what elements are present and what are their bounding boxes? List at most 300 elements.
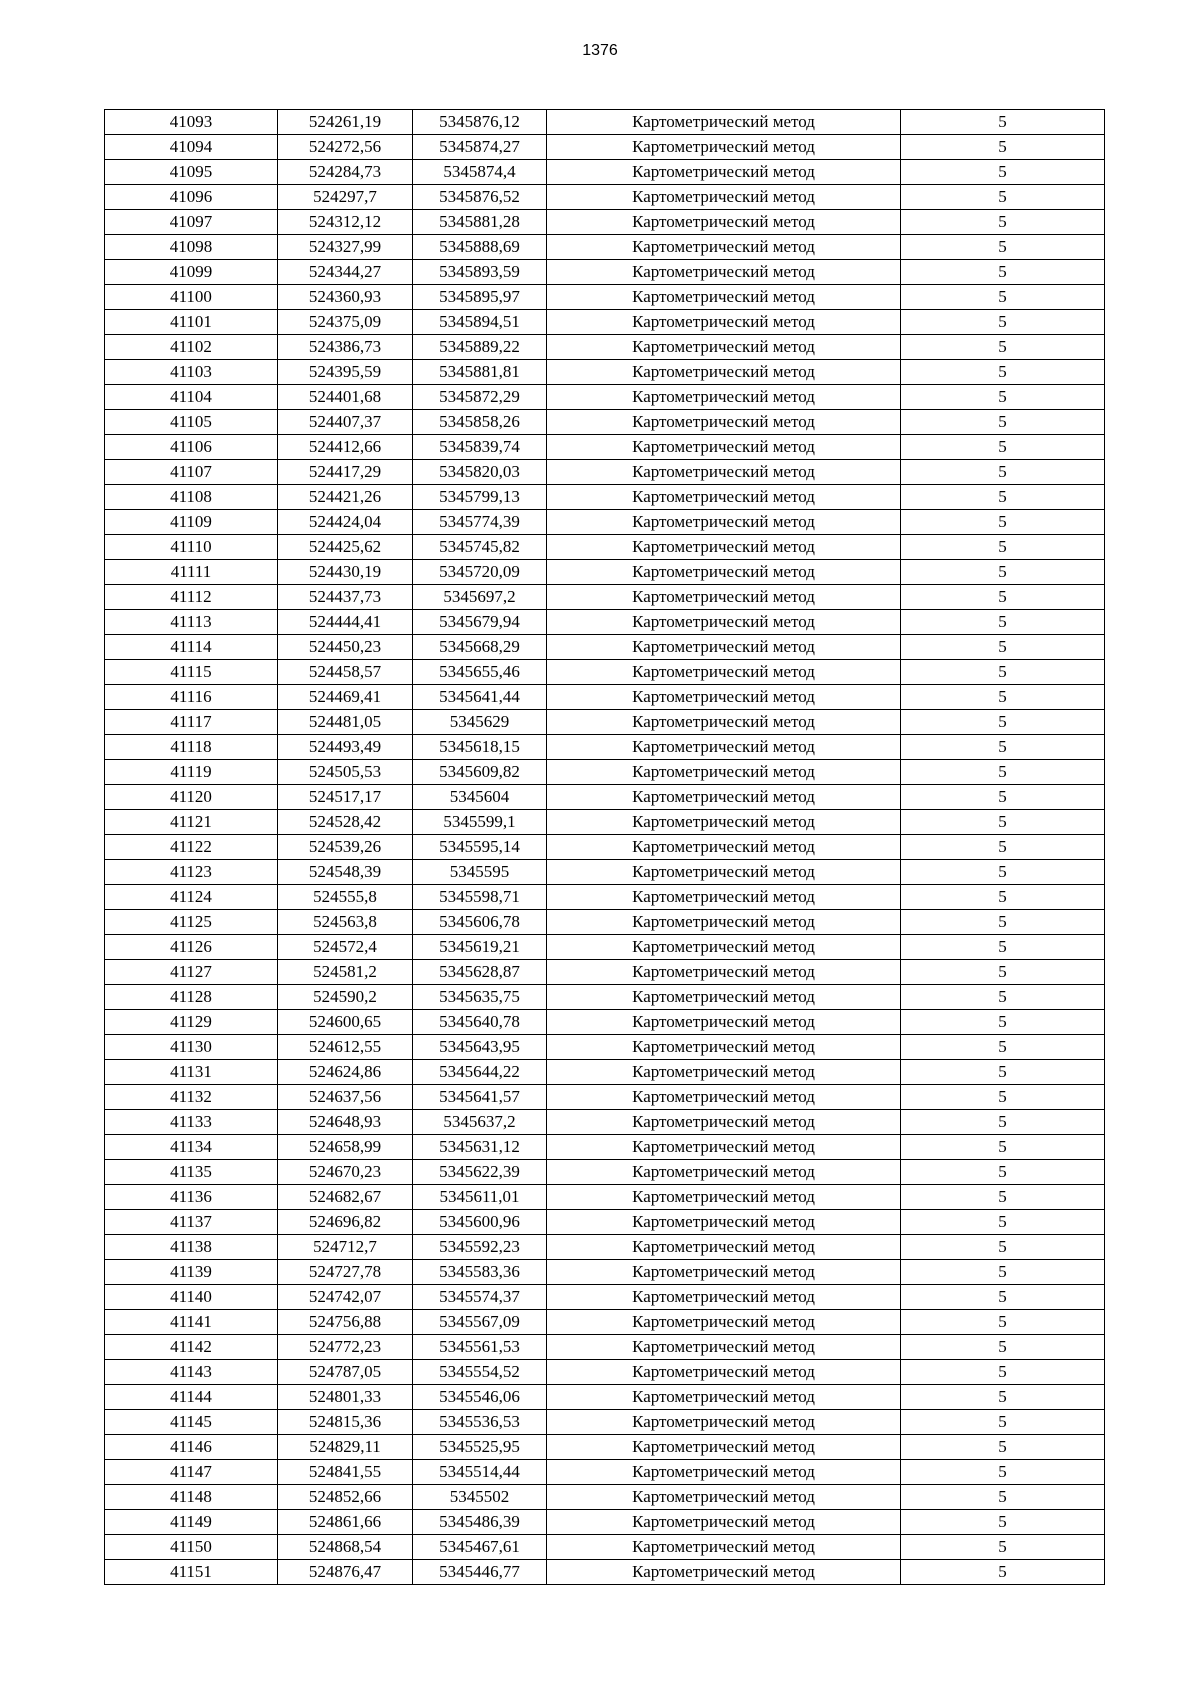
point-number-cell: 41116 bbox=[105, 685, 278, 710]
point-number-cell: 41109 bbox=[105, 510, 278, 535]
accuracy-cell: 5 bbox=[901, 360, 1105, 385]
table-row bbox=[105, 285, 1105, 310]
y-coordinate-cell: 5345894,51 bbox=[413, 310, 547, 335]
method-cell: Картометрический метод bbox=[547, 885, 901, 910]
point-number-cell: 41150 bbox=[105, 1535, 278, 1560]
method-cell: Картометрический метод bbox=[547, 935, 901, 960]
x-coordinate-cell: 524658,99 bbox=[278, 1135, 413, 1160]
coordinates-table bbox=[104, 109, 1105, 1585]
accuracy-cell: 5 bbox=[901, 985, 1105, 1010]
accuracy-cell: 5 bbox=[901, 1185, 1105, 1210]
table-row bbox=[105, 860, 1105, 885]
x-coordinate-cell: 524444,41 bbox=[278, 610, 413, 635]
method-cell: Картометрический метод bbox=[547, 660, 901, 685]
point-number-cell: 41119 bbox=[105, 760, 278, 785]
x-coordinate-cell: 524297,7 bbox=[278, 185, 413, 210]
point-number-cell: 41123 bbox=[105, 860, 278, 885]
x-coordinate-cell: 524600,65 bbox=[278, 1010, 413, 1035]
table-row bbox=[105, 1210, 1105, 1235]
method-cell: Картометрический метод bbox=[547, 1310, 901, 1335]
x-coordinate-cell: 524517,17 bbox=[278, 785, 413, 810]
table-row bbox=[105, 610, 1105, 635]
table-row bbox=[105, 660, 1105, 685]
x-coordinate-cell: 524437,73 bbox=[278, 585, 413, 610]
table-row bbox=[105, 935, 1105, 960]
accuracy-cell: 5 bbox=[901, 610, 1105, 635]
y-coordinate-cell: 5345514,44 bbox=[413, 1460, 547, 1485]
method-cell: Картометрический метод bbox=[547, 1485, 901, 1510]
method-cell: Картометрический метод bbox=[547, 1535, 901, 1560]
x-coordinate-cell: 524407,37 bbox=[278, 410, 413, 435]
method-cell: Картометрический метод bbox=[547, 510, 901, 535]
accuracy-cell: 5 bbox=[901, 1460, 1105, 1485]
x-coordinate-cell: 524481,05 bbox=[278, 710, 413, 735]
y-coordinate-cell: 5345697,2 bbox=[413, 585, 547, 610]
y-coordinate-cell: 5345592,23 bbox=[413, 1235, 547, 1260]
method-cell: Картометрический метод bbox=[547, 185, 901, 210]
table-row bbox=[105, 1260, 1105, 1285]
table-row bbox=[105, 785, 1105, 810]
method-cell: Картометрический метод bbox=[547, 1560, 901, 1585]
point-number-cell: 41099 bbox=[105, 260, 278, 285]
method-cell: Картометрический метод bbox=[547, 835, 901, 860]
x-coordinate-cell: 524401,68 bbox=[278, 385, 413, 410]
x-coordinate-cell: 524528,42 bbox=[278, 810, 413, 835]
accuracy-cell: 5 bbox=[901, 810, 1105, 835]
point-number-cell: 41113 bbox=[105, 610, 278, 635]
point-number-cell: 41124 bbox=[105, 885, 278, 910]
point-number-cell: 41139 bbox=[105, 1260, 278, 1285]
accuracy-cell: 5 bbox=[901, 310, 1105, 335]
accuracy-cell: 5 bbox=[901, 235, 1105, 260]
accuracy-cell: 5 bbox=[901, 1135, 1105, 1160]
x-coordinate-cell: 524539,26 bbox=[278, 835, 413, 860]
method-cell: Картометрический метод bbox=[547, 335, 901, 360]
x-coordinate-cell: 524861,66 bbox=[278, 1510, 413, 1535]
method-cell: Картометрический метод bbox=[547, 1260, 901, 1285]
page-number: 1376 bbox=[582, 42, 618, 59]
x-coordinate-cell: 524548,39 bbox=[278, 860, 413, 885]
method-cell: Картометрический метод bbox=[547, 810, 901, 835]
table-row bbox=[105, 1360, 1105, 1385]
accuracy-cell: 5 bbox=[901, 1335, 1105, 1360]
table-row bbox=[105, 710, 1105, 735]
accuracy-cell: 5 bbox=[901, 1035, 1105, 1060]
x-coordinate-cell: 524876,47 bbox=[278, 1560, 413, 1585]
method-cell: Картометрический метод bbox=[547, 1285, 901, 1310]
table-row bbox=[105, 835, 1105, 860]
method-cell: Картометрический метод bbox=[547, 435, 901, 460]
method-cell: Картометрический метод bbox=[547, 1510, 901, 1535]
accuracy-cell: 5 bbox=[901, 560, 1105, 585]
method-cell: Картометрический метод bbox=[547, 1035, 901, 1060]
method-cell: Картометрический метод bbox=[547, 485, 901, 510]
y-coordinate-cell: 5345631,12 bbox=[413, 1135, 547, 1160]
x-coordinate-cell: 524787,05 bbox=[278, 1360, 413, 1385]
table-row bbox=[105, 885, 1105, 910]
x-coordinate-cell: 524670,23 bbox=[278, 1160, 413, 1185]
y-coordinate-cell: 5345598,71 bbox=[413, 885, 547, 910]
table-row bbox=[105, 1060, 1105, 1085]
y-coordinate-cell: 5345893,59 bbox=[413, 260, 547, 285]
method-cell: Картометрический метод bbox=[547, 135, 901, 160]
point-number-cell: 41105 bbox=[105, 410, 278, 435]
y-coordinate-cell: 5345574,37 bbox=[413, 1285, 547, 1310]
table-row bbox=[105, 435, 1105, 460]
point-number-cell: 41133 bbox=[105, 1110, 278, 1135]
accuracy-cell: 5 bbox=[901, 1435, 1105, 1460]
accuracy-cell: 5 bbox=[901, 710, 1105, 735]
method-cell: Картометрический метод bbox=[547, 360, 901, 385]
accuracy-cell: 5 bbox=[901, 185, 1105, 210]
point-number-cell: 41104 bbox=[105, 385, 278, 410]
accuracy-cell: 5 bbox=[901, 585, 1105, 610]
point-number-cell: 41117 bbox=[105, 710, 278, 735]
table-row bbox=[105, 1410, 1105, 1435]
method-cell: Картометрический метод bbox=[547, 1185, 901, 1210]
table-row bbox=[105, 1235, 1105, 1260]
accuracy-cell: 5 bbox=[901, 1085, 1105, 1110]
x-coordinate-cell: 524505,53 bbox=[278, 760, 413, 785]
point-number-cell: 41141 bbox=[105, 1310, 278, 1335]
y-coordinate-cell: 5345611,01 bbox=[413, 1185, 547, 1210]
x-coordinate-cell: 524742,07 bbox=[278, 1285, 413, 1310]
x-coordinate-cell: 524412,66 bbox=[278, 435, 413, 460]
x-coordinate-cell: 524344,27 bbox=[278, 260, 413, 285]
method-cell: Картометрический метод bbox=[547, 985, 901, 1010]
y-coordinate-cell: 5345599,1 bbox=[413, 810, 547, 835]
method-cell: Картометрический метод bbox=[547, 160, 901, 185]
accuracy-cell: 5 bbox=[901, 1485, 1105, 1510]
point-number-cell: 41095 bbox=[105, 160, 278, 185]
accuracy-cell: 5 bbox=[901, 260, 1105, 285]
table-row bbox=[105, 760, 1105, 785]
accuracy-cell: 5 bbox=[901, 910, 1105, 935]
accuracy-cell: 5 bbox=[901, 635, 1105, 660]
x-coordinate-cell: 524868,54 bbox=[278, 1535, 413, 1560]
method-cell: Картометрический метод bbox=[547, 1010, 901, 1035]
accuracy-cell: 5 bbox=[901, 460, 1105, 485]
table-row bbox=[105, 1485, 1105, 1510]
y-coordinate-cell: 5345858,26 bbox=[413, 410, 547, 435]
point-number-cell: 41107 bbox=[105, 460, 278, 485]
point-number-cell: 41094 bbox=[105, 135, 278, 160]
accuracy-cell: 5 bbox=[901, 435, 1105, 460]
y-coordinate-cell: 5345874,27 bbox=[413, 135, 547, 160]
method-cell: Картометрический метод bbox=[547, 410, 901, 435]
method-cell: Картометрический метод bbox=[547, 710, 901, 735]
x-coordinate-cell: 524637,56 bbox=[278, 1085, 413, 1110]
point-number-cell: 41135 bbox=[105, 1160, 278, 1185]
point-number-cell: 41147 bbox=[105, 1460, 278, 1485]
y-coordinate-cell: 5345567,09 bbox=[413, 1310, 547, 1335]
method-cell: Картометрический метод bbox=[547, 735, 901, 760]
x-coordinate-cell: 524727,78 bbox=[278, 1260, 413, 1285]
accuracy-cell: 5 bbox=[901, 1385, 1105, 1410]
y-coordinate-cell: 5345546,06 bbox=[413, 1385, 547, 1410]
table-body bbox=[105, 110, 1105, 1585]
table-row bbox=[105, 1510, 1105, 1535]
y-coordinate-cell: 5345874,4 bbox=[413, 160, 547, 185]
y-coordinate-cell: 5345641,57 bbox=[413, 1085, 547, 1110]
x-coordinate-cell: 524430,19 bbox=[278, 560, 413, 585]
table-row bbox=[105, 160, 1105, 185]
accuracy-cell: 5 bbox=[901, 1310, 1105, 1335]
method-cell: Картометрический метод bbox=[547, 110, 901, 135]
x-coordinate-cell: 524312,12 bbox=[278, 210, 413, 235]
x-coordinate-cell: 524648,93 bbox=[278, 1110, 413, 1135]
y-coordinate-cell: 5345502 bbox=[413, 1485, 547, 1510]
accuracy-cell: 5 bbox=[901, 735, 1105, 760]
y-coordinate-cell: 5345622,39 bbox=[413, 1160, 547, 1185]
x-coordinate-cell: 524458,57 bbox=[278, 660, 413, 685]
x-coordinate-cell: 524425,62 bbox=[278, 535, 413, 560]
table-row bbox=[105, 1535, 1105, 1560]
method-cell: Картометрический метод bbox=[547, 910, 901, 935]
table-row bbox=[105, 210, 1105, 235]
accuracy-cell: 5 bbox=[901, 835, 1105, 860]
accuracy-cell: 5 bbox=[901, 485, 1105, 510]
accuracy-cell: 5 bbox=[901, 935, 1105, 960]
y-coordinate-cell: 5345895,97 bbox=[413, 285, 547, 310]
accuracy-cell: 5 bbox=[901, 410, 1105, 435]
point-number-cell: 41120 bbox=[105, 785, 278, 810]
y-coordinate-cell: 5345668,29 bbox=[413, 635, 547, 660]
table-row bbox=[105, 1560, 1105, 1585]
x-coordinate-cell: 524581,2 bbox=[278, 960, 413, 985]
y-coordinate-cell: 5345641,44 bbox=[413, 685, 547, 710]
y-coordinate-cell: 5345839,74 bbox=[413, 435, 547, 460]
table-row bbox=[105, 1435, 1105, 1460]
y-coordinate-cell: 5345876,12 bbox=[413, 110, 547, 135]
method-cell: Картометрический метод bbox=[547, 1085, 901, 1110]
table-row bbox=[105, 635, 1105, 660]
y-coordinate-cell: 5345525,95 bbox=[413, 1435, 547, 1460]
y-coordinate-cell: 5345720,09 bbox=[413, 560, 547, 585]
y-coordinate-cell: 5345606,78 bbox=[413, 910, 547, 935]
accuracy-cell: 5 bbox=[901, 385, 1105, 410]
method-cell: Картометрический метод bbox=[547, 1135, 901, 1160]
x-coordinate-cell: 524815,36 bbox=[278, 1410, 413, 1435]
point-number-cell: 41132 bbox=[105, 1085, 278, 1110]
table-row bbox=[105, 460, 1105, 485]
method-cell: Картометрический метод bbox=[547, 385, 901, 410]
x-coordinate-cell: 524712,7 bbox=[278, 1235, 413, 1260]
x-coordinate-cell: 524572,4 bbox=[278, 935, 413, 960]
y-coordinate-cell: 5345799,13 bbox=[413, 485, 547, 510]
accuracy-cell: 5 bbox=[901, 1535, 1105, 1560]
table-row bbox=[105, 1160, 1105, 1185]
point-number-cell: 41111 bbox=[105, 560, 278, 585]
method-cell: Картометрический метод bbox=[547, 785, 901, 810]
method-cell: Картометрический метод bbox=[547, 585, 901, 610]
x-coordinate-cell: 524421,26 bbox=[278, 485, 413, 510]
point-number-cell: 41098 bbox=[105, 235, 278, 260]
y-coordinate-cell: 5345619,21 bbox=[413, 935, 547, 960]
table-row bbox=[105, 685, 1105, 710]
method-cell: Картометрический метод bbox=[547, 460, 901, 485]
table-row bbox=[105, 560, 1105, 585]
y-coordinate-cell: 5345554,52 bbox=[413, 1360, 547, 1385]
table-row bbox=[105, 1010, 1105, 1035]
point-number-cell: 41149 bbox=[105, 1510, 278, 1535]
point-number-cell: 41101 bbox=[105, 310, 278, 335]
point-number-cell: 41121 bbox=[105, 810, 278, 835]
x-coordinate-cell: 524829,11 bbox=[278, 1435, 413, 1460]
point-number-cell: 41143 bbox=[105, 1360, 278, 1385]
point-number-cell: 41102 bbox=[105, 335, 278, 360]
table-row bbox=[105, 585, 1105, 610]
point-number-cell: 41118 bbox=[105, 735, 278, 760]
accuracy-cell: 5 bbox=[901, 160, 1105, 185]
point-number-cell: 41140 bbox=[105, 1285, 278, 1310]
x-coordinate-cell: 524756,88 bbox=[278, 1310, 413, 1335]
point-number-cell: 41137 bbox=[105, 1210, 278, 1235]
x-coordinate-cell: 524360,93 bbox=[278, 285, 413, 310]
y-coordinate-cell: 5345609,82 bbox=[413, 760, 547, 785]
point-number-cell: 41151 bbox=[105, 1560, 278, 1585]
y-coordinate-cell: 5345655,46 bbox=[413, 660, 547, 685]
y-coordinate-cell: 5345644,22 bbox=[413, 1060, 547, 1085]
point-number-cell: 41096 bbox=[105, 185, 278, 210]
table-row bbox=[105, 510, 1105, 535]
x-coordinate-cell: 524395,59 bbox=[278, 360, 413, 385]
point-number-cell: 41100 bbox=[105, 285, 278, 310]
point-number-cell: 41122 bbox=[105, 835, 278, 860]
accuracy-cell: 5 bbox=[901, 1360, 1105, 1385]
accuracy-cell: 5 bbox=[901, 1410, 1105, 1435]
accuracy-cell: 5 bbox=[901, 510, 1105, 535]
method-cell: Картометрический метод bbox=[547, 560, 901, 585]
table-row bbox=[105, 1285, 1105, 1310]
x-coordinate-cell: 524272,56 bbox=[278, 135, 413, 160]
point-number-cell: 41103 bbox=[105, 360, 278, 385]
method-cell: Картометрический метод bbox=[547, 1235, 901, 1260]
table-row bbox=[105, 1035, 1105, 1060]
y-coordinate-cell: 5345640,78 bbox=[413, 1010, 547, 1035]
accuracy-cell: 5 bbox=[901, 1060, 1105, 1085]
accuracy-cell: 5 bbox=[901, 1160, 1105, 1185]
accuracy-cell: 5 bbox=[901, 1235, 1105, 1260]
table-row bbox=[105, 810, 1105, 835]
point-number-cell: 41129 bbox=[105, 1010, 278, 1035]
y-coordinate-cell: 5345628,87 bbox=[413, 960, 547, 985]
method-cell: Картометрический метод bbox=[547, 1360, 901, 1385]
x-coordinate-cell: 524386,73 bbox=[278, 335, 413, 360]
y-coordinate-cell: 5345635,75 bbox=[413, 985, 547, 1010]
y-coordinate-cell: 5345679,94 bbox=[413, 610, 547, 635]
y-coordinate-cell: 5345486,39 bbox=[413, 1510, 547, 1535]
table-row bbox=[105, 960, 1105, 985]
table-row bbox=[105, 1085, 1105, 1110]
method-cell: Картометрический метод bbox=[547, 685, 901, 710]
accuracy-cell: 5 bbox=[901, 1285, 1105, 1310]
table-row bbox=[105, 1135, 1105, 1160]
y-coordinate-cell: 5345876,52 bbox=[413, 185, 547, 210]
point-number-cell: 41112 bbox=[105, 585, 278, 610]
x-coordinate-cell: 524424,04 bbox=[278, 510, 413, 535]
y-coordinate-cell: 5345888,69 bbox=[413, 235, 547, 260]
method-cell: Картометрический метод bbox=[547, 1210, 901, 1235]
x-coordinate-cell: 524563,8 bbox=[278, 910, 413, 935]
y-coordinate-cell: 5345629 bbox=[413, 710, 547, 735]
accuracy-cell: 5 bbox=[901, 685, 1105, 710]
table-row bbox=[105, 110, 1105, 135]
point-number-cell: 41136 bbox=[105, 1185, 278, 1210]
point-number-cell: 41115 bbox=[105, 660, 278, 685]
accuracy-cell: 5 bbox=[901, 1110, 1105, 1135]
method-cell: Картометрический метод bbox=[547, 235, 901, 260]
table-row bbox=[105, 335, 1105, 360]
x-coordinate-cell: 524696,82 bbox=[278, 1210, 413, 1235]
accuracy-cell: 5 bbox=[901, 335, 1105, 360]
point-number-cell: 41127 bbox=[105, 960, 278, 985]
accuracy-cell: 5 bbox=[901, 1260, 1105, 1285]
table-row bbox=[105, 135, 1105, 160]
table-row bbox=[105, 1335, 1105, 1360]
y-coordinate-cell: 5345643,95 bbox=[413, 1035, 547, 1060]
y-coordinate-cell: 5345467,61 bbox=[413, 1535, 547, 1560]
point-number-cell: 41142 bbox=[105, 1335, 278, 1360]
point-number-cell: 41125 bbox=[105, 910, 278, 935]
table-row bbox=[105, 735, 1105, 760]
x-coordinate-cell: 524612,55 bbox=[278, 1035, 413, 1060]
y-coordinate-cell: 5345745,82 bbox=[413, 535, 547, 560]
table-row bbox=[105, 485, 1105, 510]
point-number-cell: 41126 bbox=[105, 935, 278, 960]
x-coordinate-cell: 524801,33 bbox=[278, 1385, 413, 1410]
y-coordinate-cell: 5345881,81 bbox=[413, 360, 547, 385]
y-coordinate-cell: 5345595 bbox=[413, 860, 547, 885]
table-row bbox=[105, 185, 1105, 210]
accuracy-cell: 5 bbox=[901, 885, 1105, 910]
point-number-cell: 41148 bbox=[105, 1485, 278, 1510]
accuracy-cell: 5 bbox=[901, 535, 1105, 560]
accuracy-cell: 5 bbox=[901, 860, 1105, 885]
accuracy-cell: 5 bbox=[901, 210, 1105, 235]
method-cell: Картометрический метод bbox=[547, 1335, 901, 1360]
point-number-cell: 41097 bbox=[105, 210, 278, 235]
point-number-cell: 41114 bbox=[105, 635, 278, 660]
x-coordinate-cell: 524772,23 bbox=[278, 1335, 413, 1360]
method-cell: Картометрический метод bbox=[547, 1060, 901, 1085]
table-row bbox=[105, 1310, 1105, 1335]
method-cell: Картометрический метод bbox=[547, 1410, 901, 1435]
x-coordinate-cell: 524417,29 bbox=[278, 460, 413, 485]
x-coordinate-cell: 524469,41 bbox=[278, 685, 413, 710]
x-coordinate-cell: 524624,86 bbox=[278, 1060, 413, 1085]
point-number-cell: 41106 bbox=[105, 435, 278, 460]
table-row bbox=[105, 985, 1105, 1010]
method-cell: Картометрический метод bbox=[547, 285, 901, 310]
x-coordinate-cell: 524375,09 bbox=[278, 310, 413, 335]
method-cell: Картометрический метод bbox=[547, 210, 901, 235]
y-coordinate-cell: 5345637,2 bbox=[413, 1110, 547, 1135]
point-number-cell: 41108 bbox=[105, 485, 278, 510]
method-cell: Картометрический метод bbox=[547, 960, 901, 985]
point-number-cell: 41110 bbox=[105, 535, 278, 560]
y-coordinate-cell: 5345872,29 bbox=[413, 385, 547, 410]
point-number-cell: 41128 bbox=[105, 985, 278, 1010]
accuracy-cell: 5 bbox=[901, 1510, 1105, 1535]
point-number-cell: 41146 bbox=[105, 1435, 278, 1460]
point-number-cell: 41138 bbox=[105, 1235, 278, 1260]
accuracy-cell: 5 bbox=[901, 285, 1105, 310]
method-cell: Картометрический метод bbox=[547, 1385, 901, 1410]
table-row bbox=[105, 260, 1105, 285]
y-coordinate-cell: 5345774,39 bbox=[413, 510, 547, 535]
method-cell: Картометрический метод bbox=[547, 1460, 901, 1485]
